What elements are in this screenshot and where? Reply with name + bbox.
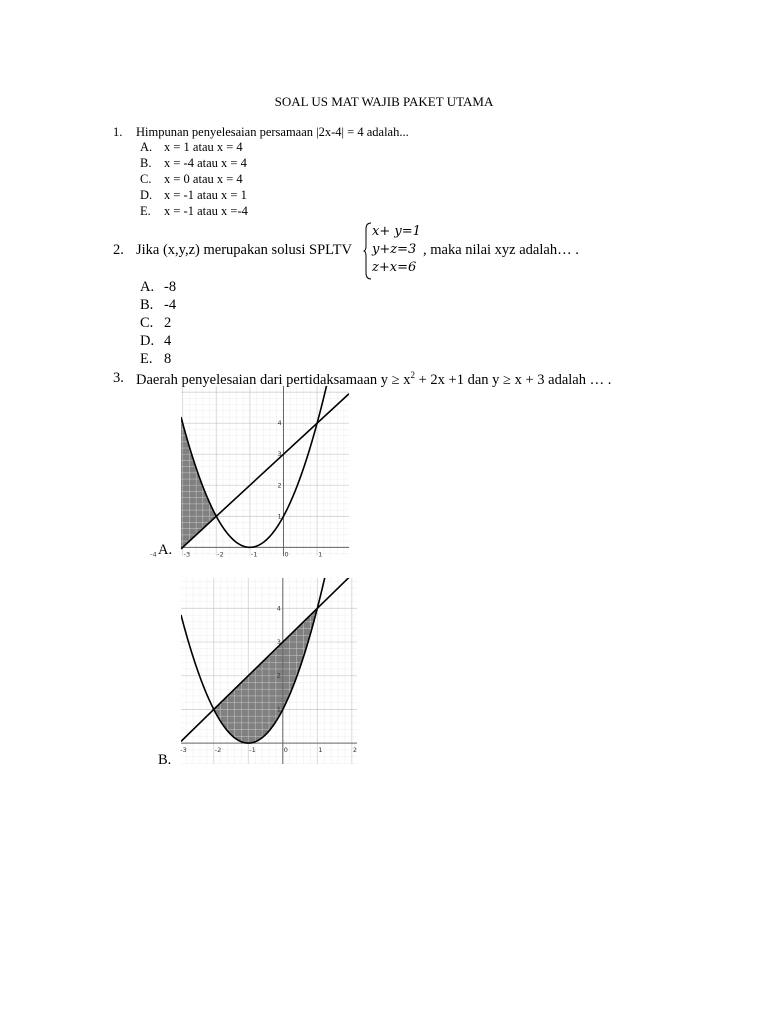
superscript: 2 bbox=[410, 370, 415, 380]
graph-option-a bbox=[150, 386, 349, 559]
option-letter: A. bbox=[140, 279, 155, 295]
x-tick-label: 1 bbox=[318, 550, 323, 559]
option-letter: E. bbox=[140, 351, 153, 367]
question-1-text: Himpunan penyelesaian persamaan |2x-4| = 4 adalah... bbox=[136, 125, 409, 139]
option-text: x = -1 atau x = 1 bbox=[164, 188, 247, 202]
equation-1: x+ y=1 bbox=[372, 224, 421, 239]
y-tick-label: 2 bbox=[276, 671, 281, 680]
x-tick-label: -2 bbox=[214, 746, 222, 755]
option-1c bbox=[140, 172, 243, 187]
option-letter: C. bbox=[140, 315, 154, 331]
option-text: x = 1 atau x = 4 bbox=[164, 140, 243, 154]
option-2e bbox=[140, 351, 171, 368]
option-text: x = 0 atau x = 4 bbox=[164, 172, 243, 186]
graph-option-b bbox=[181, 578, 357, 764]
option-text: 2 bbox=[164, 315, 172, 331]
option-1a bbox=[140, 140, 243, 155]
option-letter: E. bbox=[140, 204, 151, 218]
equation-3: z+x=6 bbox=[372, 260, 417, 275]
y-tick-label: 1 bbox=[277, 512, 282, 521]
option-1d bbox=[140, 188, 247, 203]
x-tick-label: -1 bbox=[250, 550, 258, 559]
x-tick-label: -2 bbox=[217, 550, 224, 559]
option-2d bbox=[140, 333, 171, 350]
option-text: x = -1 atau x =-4 bbox=[164, 204, 248, 218]
option-text: 4 bbox=[164, 333, 172, 349]
option-letter: C. bbox=[140, 172, 152, 186]
option-2c bbox=[140, 315, 171, 332]
option-text: -8 bbox=[164, 279, 177, 295]
option-1e bbox=[140, 204, 248, 219]
y-tick-label: 1 bbox=[276, 705, 281, 714]
option-text: 8 bbox=[164, 351, 172, 367]
option-text: x = -4 atau x = 4 bbox=[164, 156, 247, 170]
y-tick-label: 2 bbox=[277, 481, 282, 490]
option-2b bbox=[140, 297, 176, 314]
question-2-text-end: , maka nilai xyz adalah… . bbox=[423, 242, 579, 258]
graph-b-label: B. bbox=[158, 752, 172, 768]
question-3-text-a: Daerah penyelesaian dari pertidaksamaan y ≥ x bbox=[136, 371, 411, 388]
graph-a-label: A. bbox=[158, 542, 173, 558]
page-title: SOAL US MAT WAJIB PAKET UTAMA bbox=[274, 94, 494, 109]
option-2a bbox=[140, 279, 176, 296]
question-1 bbox=[113, 125, 122, 140]
x-tick-label: 2 bbox=[352, 746, 357, 755]
y-tick-label: 3 bbox=[276, 638, 281, 647]
question-2-text: Jika (x,y,z) merupakan solusi SPLTV bbox=[136, 242, 352, 258]
option-letter: A. bbox=[140, 140, 153, 154]
option-letter: D. bbox=[140, 333, 155, 349]
option-text: -4 bbox=[164, 297, 177, 313]
x-tick-label: -3 bbox=[180, 746, 187, 755]
x-tick-label: -4 bbox=[150, 550, 157, 559]
question-3-number: 3. bbox=[113, 370, 124, 386]
x-tick-label: -3 bbox=[183, 550, 191, 559]
option-letter: B. bbox=[140, 297, 154, 313]
y-tick-label: 3 bbox=[277, 450, 282, 459]
x-tick-label: 0 bbox=[283, 746, 288, 755]
equation-2: y+z=3 bbox=[372, 242, 417, 257]
equation-system bbox=[363, 222, 423, 280]
x-tick-label: 0 bbox=[284, 550, 289, 559]
question-3-text-b: + 2x +1 dan y ≥ x + 3 adalah … . bbox=[414, 371, 612, 388]
option-1b bbox=[140, 156, 247, 171]
question-2-number: 2. bbox=[113, 242, 124, 258]
option-letter: B. bbox=[140, 156, 152, 170]
y-tick-label: 4 bbox=[276, 604, 281, 613]
graph-plot-area bbox=[173, 281, 349, 559]
option-letter: D. bbox=[140, 188, 153, 202]
x-tick-label: -1 bbox=[249, 746, 256, 755]
question-number: 1. bbox=[113, 125, 123, 139]
x-tick-label: 1 bbox=[318, 746, 323, 755]
shaded-region bbox=[173, 386, 216, 559]
y-tick-label: 4 bbox=[277, 419, 282, 428]
